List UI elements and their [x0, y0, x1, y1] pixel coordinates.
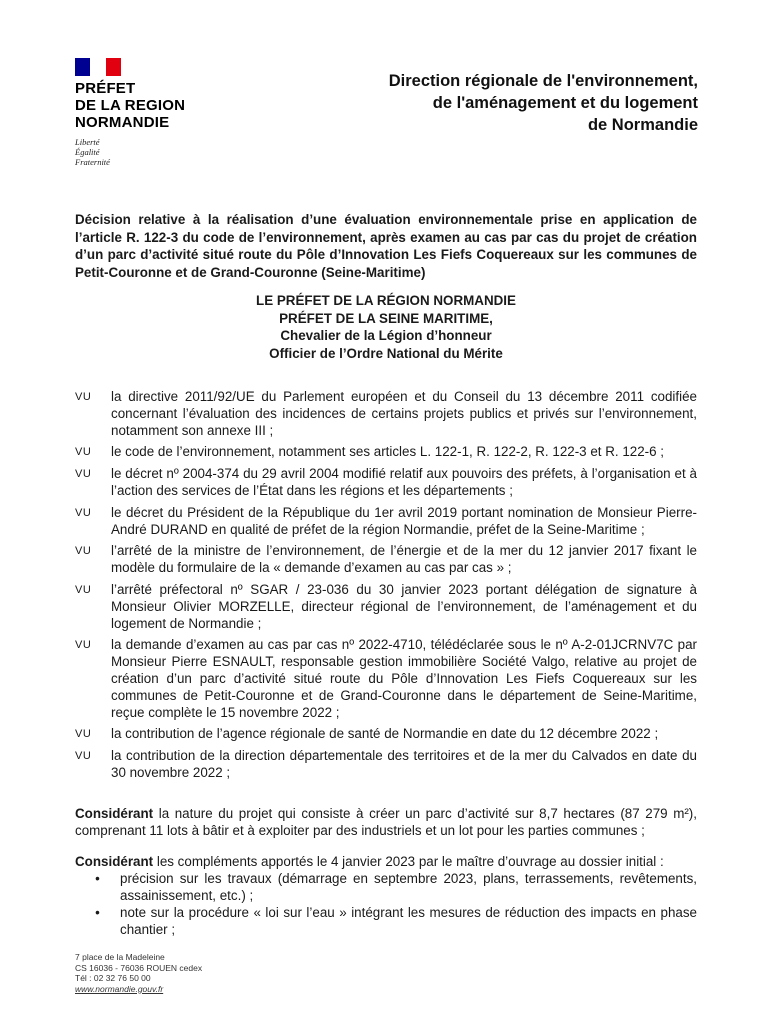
authority-line: LE PRÉFET DE LA RÉGION NORMANDIE [256, 293, 516, 308]
list-item [75, 543, 697, 577]
vu-label: VU [75, 446, 92, 459]
logo-line: NORMANDIE [75, 114, 170, 131]
vu-label: VU [75, 728, 92, 741]
list-item [75, 748, 697, 782]
vu-text: la directive 2011/92/UE du Parlement européen et du Conseil du 13 décembre 2011 codifiée concernant l’évaluation des incidences de certains projets publics et privés sur l’environnement, notamment son annexe III ; [111, 389, 697, 438]
motto-line: Liberté [75, 137, 100, 147]
vu-label: VU [75, 750, 92, 763]
bullet-icon: • [95, 905, 100, 920]
authority-block [75, 292, 697, 362]
authority-line: PRÉFET DE LA SEINE MARITIME, [279, 310, 493, 326]
considerant-text: la nature du projet qui consiste à créer un parc d’activité sur 8,7 hectares (87 279 m²), comprenant 11 lots à bâtir et à exploiter par des industriels et un lot pour les parties communes ; [75, 806, 697, 838]
authority-line: Officier de l’Ordre National du Mérite [269, 345, 503, 361]
direction-line: de Normandie [587, 116, 698, 134]
vu-list [75, 389, 697, 787]
motto-line: Égalité [75, 147, 100, 157]
direction-line: Direction régionale de l'environnement, [388, 72, 698, 90]
website-link[interactable]: www.normandie.gouv.fr [75, 983, 164, 994]
prefet-title [75, 80, 215, 131]
vu-text: le décret du Président de la République du 1er avril 2019 portant nomination de Monsieur Pierre-André DURAND en qualité de préfet de la région Normandie, préfet de la Seine-Maritime ; [111, 504, 697, 537]
marianne-icon [89, 60, 107, 74]
considerant-paragraph [75, 805, 697, 839]
vu-label: VU [75, 639, 92, 652]
authority-line: Chevalier de la Légion d’honneur [280, 328, 492, 343]
considerant-label: Considérant [75, 854, 154, 869]
vu-text: la contribution de la direction départementale des territoires et de la mer du Calvados en date du 30 novembre 2022 ; [111, 748, 697, 780]
considerant-text: les compléments apportés le 4 janvier 2023 par le maître d’ouvrage au dossier initial : [153, 854, 664, 869]
list-item [75, 637, 697, 721]
bullet-icon: • [95, 871, 100, 886]
vu-label: VU [75, 583, 92, 596]
footer-street: 7 place de la Madeleine [75, 952, 165, 962]
decision-title: Décision relative à la réalisation d’une évaluation environnementale prise en application de l’article R. 122-3 du code de l’environnement, après examen au cas par cas du projet de création d’un parc d’activité situé route du Pôle d’Innovation Les Fiefs Coquereaux sur les communes de Petit-Couronne et de Grand-Couronne (Seine-Maritime) [75, 212, 697, 280]
vu-label: VU [75, 506, 92, 519]
list-item [75, 466, 697, 500]
list-item [75, 389, 697, 439]
vu-label: VU [75, 468, 92, 481]
bullet-text: note sur la procédure « loi sur l’eau » intégrant les mesures de réduction des impacts en phase chantier ; [120, 905, 697, 937]
vu-text: le code de l’environnement, notamment ses articles L. 122-1, R. 122-2, R. 122-3 et R. 122-6 ; [111, 444, 665, 460]
considerant-paragraph [75, 853, 697, 938]
prefet-logo [75, 58, 215, 167]
considerant-label: Considérant [75, 806, 154, 821]
vu-text: l’arrêté de la ministre de l’environnement, de l’énergie et de la mer du 12 janvier 2017 fixant le modèle du formulaire de la « demande d’examen au cas par cas » ; [111, 543, 697, 576]
list-item [75, 904, 697, 938]
list-item [75, 870, 697, 904]
footer-phone: Tél : 02 32 76 50 00 [75, 973, 151, 983]
direction-line: de l'aménagement et du logement [432, 94, 698, 112]
motto-line: Fraternité [75, 157, 110, 167]
footer-address [75, 952, 202, 994]
list-item [75, 582, 697, 632]
republic-motto [75, 137, 215, 167]
direction-heading [389, 70, 698, 136]
logo-line: DE LA REGION [75, 97, 186, 114]
vu-text: la demande d’examen au cas par cas nº 2022-4710, télédéclarée sous le nº A-2-01JCRNV7C par Monsieur Pierre ESNAULT, responsable gestion immobilière Société Valgo, relative au projet de création d’un parc d’activité situé route du Pôle d’Innovation Les Fiefs Coquereaux sur les communes de Petit-Couronne et de Grand-Couronne dans le département de Seine-Maritime, reçue complète le 15 novembre 2022 ; [111, 637, 697, 720]
vu-text: l’arrêté préfectoral nº SGAR / 23-036 du 30 janvier 2023 portant délégation de signature à Monsieur Olivier MORZELLE, directeur régional de l’environnement, de l’aménagement et du logement de Normandie ; [111, 581, 697, 631]
vu-label: VU [75, 391, 92, 403]
list-item [75, 726, 697, 743]
logo-line: PRÉFET [75, 80, 136, 97]
vu-text: la contribution de l’agence régionale de santé de Normandie en date du 12 décembre 2022 ; [111, 726, 659, 742]
footer-postal: CS 16036 - 76036 ROUEN cedex [75, 962, 203, 973]
bullet-text: précision sur les travaux (démarrage en septembre 2023, plans, terrassements, revêtements, assainissement, etc.) ; [120, 871, 697, 903]
considerant-bullets [75, 870, 697, 938]
vu-label: VU [75, 545, 92, 558]
french-flag-icon [75, 58, 121, 76]
list-item [75, 505, 697, 539]
vu-text: le décret nº 2004-374 du 29 avril 2004 modifié relatif aux pouvoirs des préfets, à l’organisation et à l’action des services de l’État dans les régions et les départements ; [111, 466, 697, 498]
list-item [75, 444, 697, 461]
